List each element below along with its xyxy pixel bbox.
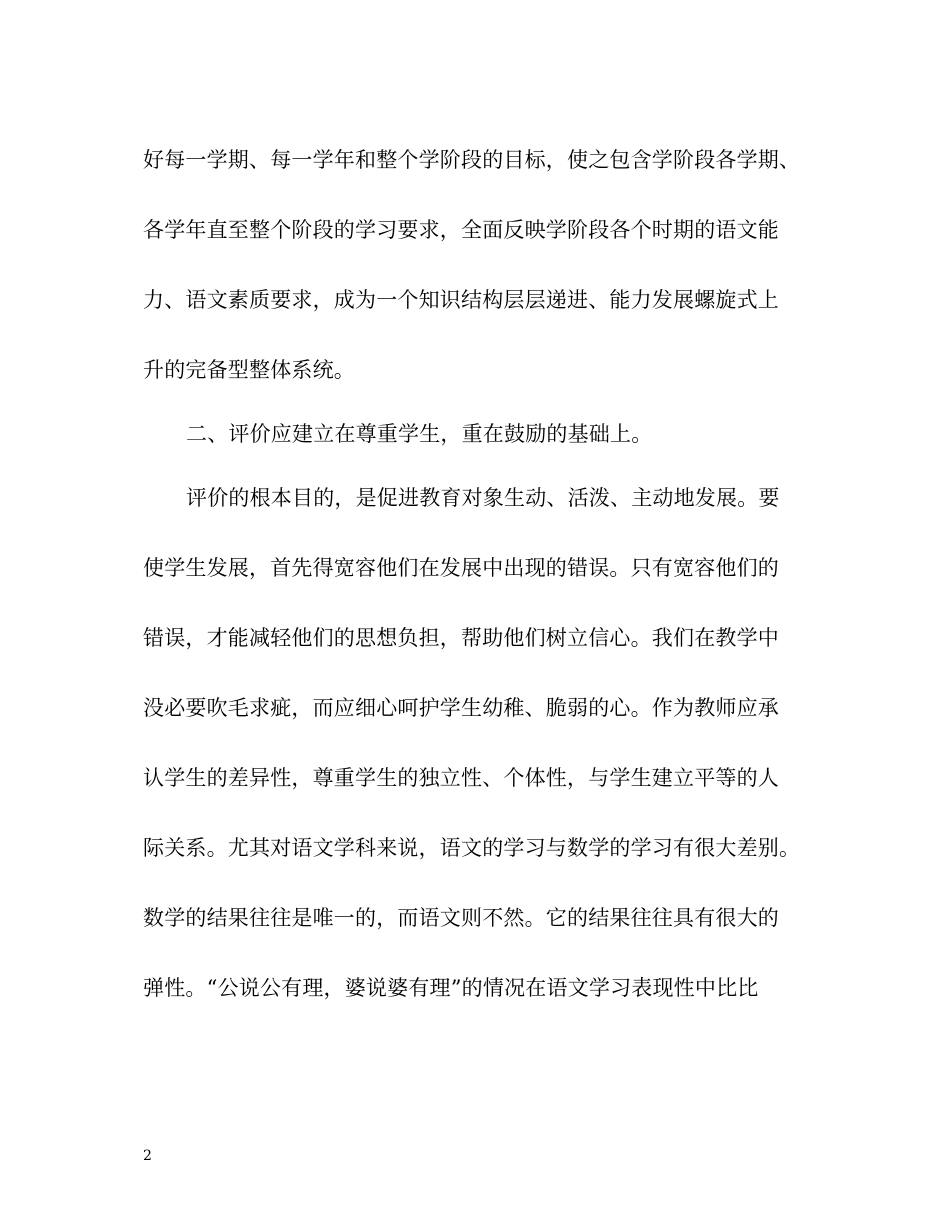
page-number: 2: [143, 1148, 152, 1164]
text-line: 数学的结果往往是唯一的，而语文则不然。它的结果往往具有很大的: [143, 906, 779, 930]
text-line: 力、语文素质要求，成为一个知识结构层层递进、能力发展螺旋式上: [143, 288, 779, 312]
text-line: 使学生发展，首先得宽容他们在发展中出现的错误。只有宽容他们的: [143, 556, 779, 580]
text-line: 际关系。尤其对语文学科来说，语文的学习与数学的学习有很大差别。: [143, 836, 801, 860]
text-line: 升的完备型整体系统。: [143, 358, 355, 382]
text-line: 评价的根本目的，是促进教育对象生动、活泼、主动地发展。要: [186, 486, 780, 510]
text-line: 弹性。“公说公有理，婆说婆有理”的情况在语文学习表现性中比比: [143, 976, 759, 1000]
text-line: 认学生的差异性，尊重学生的独立性、个体性，与学生建立平等的人: [143, 766, 779, 790]
text-line: 好每一学期、每一学年和整个学阶段的目标，使之包含学阶段各学期、: [143, 148, 801, 172]
text-line: 没必要吹毛求疵，而应细心呵护学生幼稚、脆弱的心。作为教师应承: [143, 696, 779, 720]
text-line: 各学年直至整个阶段的学习要求，全面反映学阶段各个时期的语文能: [143, 218, 779, 242]
text-line: 错误，才能减轻他们的思想负担，帮助他们树立信心。我们在教学中: [143, 626, 779, 650]
section-heading: 二、评价应建立在尊重学生，重在鼓励的基础上。: [186, 422, 653, 446]
